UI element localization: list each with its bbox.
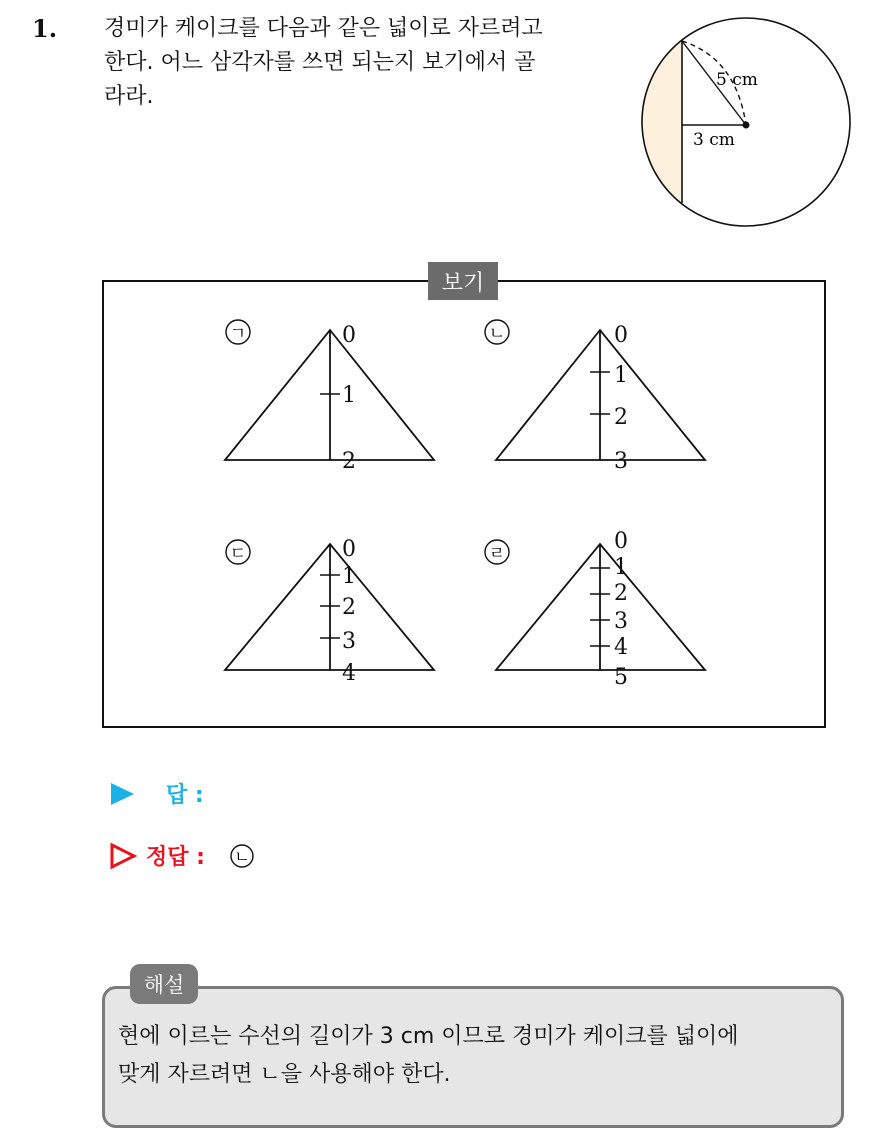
explanation-line: 현에 이르는 수선의 길이가 3 cm 이므로 경미가 케이크를 넓이에 [118, 1024, 739, 1049]
answer-row [108, 778, 234, 809]
tick-label: 2 [342, 595, 356, 620]
triangle-rulers [200, 310, 740, 710]
tick-label: 3 [614, 449, 628, 474]
correct-answer-label: 정답 : [146, 845, 205, 870]
correct-answer-marker: ㄴ [234, 846, 250, 866]
triangle-ruler-b [485, 320, 705, 474]
tick-label: 0 [342, 537, 356, 562]
play-arrow-icon [108, 781, 136, 807]
tick-label: 2 [342, 449, 356, 474]
triangle-ruler-d [485, 529, 705, 690]
tick-label: 0 [614, 529, 628, 554]
center-point [743, 122, 750, 129]
tick-label: 5 [614, 665, 628, 690]
distance-label: 3 cm [693, 130, 735, 150]
choice-marker-a: ㄱ [229, 324, 247, 344]
tick-label: 1 [614, 555, 628, 580]
tick-label: 1 [342, 383, 356, 408]
choices-box-title: 보기 [428, 262, 498, 300]
answer-label: 답 : [166, 783, 204, 808]
cut-segment-shading [636, 8, 682, 234]
explanation-line: 맞게 자르려면 ㄴ을 사용해야 한다. [118, 1062, 451, 1087]
triangle-ruler-a [225, 320, 434, 474]
choice-marker-d: ㄹ [488, 544, 506, 564]
triangle-ruler-c [225, 537, 434, 686]
tick-label: 2 [614, 405, 628, 430]
tick-label: 4 [342, 661, 356, 686]
tick-label: 0 [342, 323, 356, 348]
cake-circle-figure [636, 8, 856, 234]
question-line: 한다. 어느 삼각자를 쓰면 되는지 보기에서 골 [104, 50, 536, 75]
tick-label: 1 [342, 564, 356, 589]
explanation-text [118, 1018, 838, 1094]
choice-marker-c: ㄷ [229, 544, 247, 564]
tick-label: 4 [614, 635, 628, 660]
tick-label: 2 [614, 581, 628, 606]
question-text [104, 12, 624, 114]
tick-label: 1 [614, 363, 628, 388]
explanation-title: 해설 [130, 964, 198, 1004]
radius-label: 5 cm [716, 70, 758, 90]
tick-label: 3 [342, 629, 356, 654]
tick-label: 3 [614, 609, 628, 634]
question-number: 1. [32, 14, 58, 43]
question-line: 경미가 케이크를 다음과 같은 넓이로 자르려고 [104, 16, 543, 41]
question-line: 라라. [104, 84, 154, 109]
correct-answer-value [227, 841, 257, 871]
tick-label: 0 [614, 323, 628, 348]
choice-marker-b: ㄴ [488, 324, 506, 344]
outline-arrow-icon [108, 842, 138, 870]
correct-answer-row [108, 840, 257, 871]
